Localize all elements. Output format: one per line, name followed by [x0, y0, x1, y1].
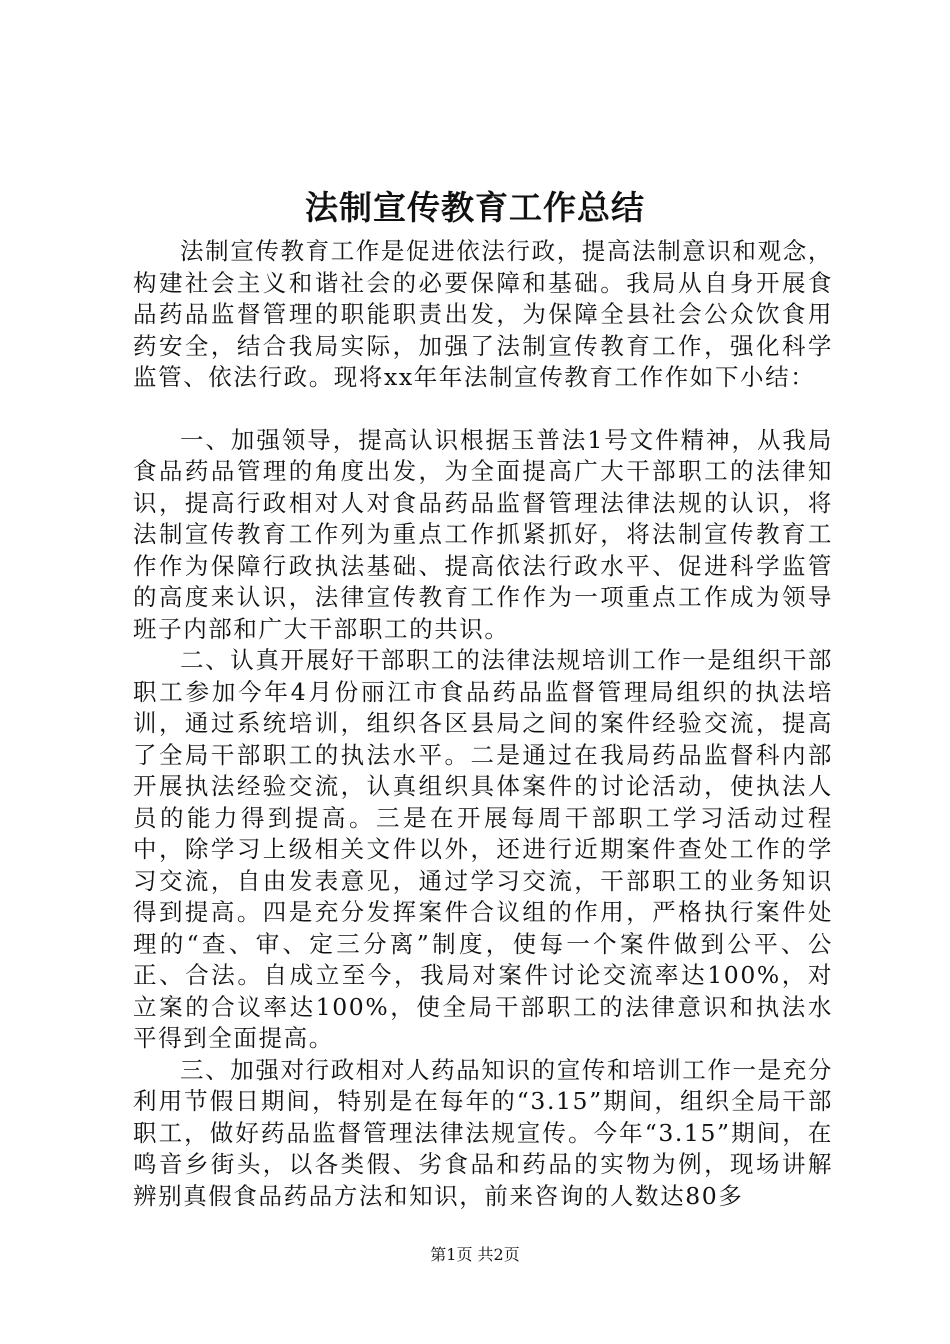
- paragraph-section-2: 二、认真开展好干部职工的法律法规培训工作一是组织干部职工参加今年4月份丽江市食品药品监督管理局组织的执法培训，通过系统培训，组织各区县局之间的案件经验交流，提高了全局干部职工的执法水平。二是通过在我局药品监督科内部开展执法经验交流，认真组织具体案件的讨论活动，使执法人员的能力得到提高。三是在开展每周干部职工学习活动过程中，除学习上级相关文件以外，还进行近期案件查处工作的学习交流，自由发表意见，通过学习交流，干部职工的业务知识得到提高。四是充分发挥案件合议组的作用，严格执行案件处理的“查、审、定三分离”制度，使每一个案件做到公平、公正、合法。自成立至今，我局对案件讨论交流率达100%，对立案的合议率达100%，使全局干部职工的法律意识和执法水平得到全面提高。: [133, 646, 833, 1052]
- page-footer: 第1页 共2页: [430, 1245, 520, 1264]
- document-title: 法制宣传教育工作总结: [305, 188, 645, 227]
- paragraph-section-3: 三、加强对行政相对人药品知识的宣传和培训工作一是充分利用节假日期间，特别是在每年的“3.15”期间，组织全局干部职工，做好药品监督管理法律法规宣传。今年“3.15”期间，在鸣音乡街头，以各类假、劣食品和药品的实物为例，现场讲解辨别真假食品药品方法和知识，前来咨询的人数达80多: [133, 1055, 833, 1210]
- paragraph-section-1: 一、加强领导，提高认识根据玉普法1号文件精神，从我局食品药品管理的角度出发，为全面提高广大干部职工的法律知识，提高行政相对人对食品药品监督管理法律法规的认识，将法制宣传教育工作列为重点工作抓紧抓好，将法制宣传教育工作作为保障行政执法基础、提高依法行政水平、促进科学监管的高度来认识，法律宣传教育工作作为一项重点工作成为领导班子内部和广大干部职工的共识。: [133, 425, 833, 643]
- document-body: [133, 236, 833, 1212]
- paragraph-intro: 法制宣传教育工作是促进依法行政，提高法制意识和观念，构建社会主义和谐社会的必要保障和基础。我局从自身开展食品药品监督管理的职能职责出发，为保障全县社会公众饮食用药安全，结合我局实际，加强了法制宣传教育工作，强化科学监管、依法行政。现将xx年年法制宣传教育工作作如下小结：: [133, 237, 833, 391]
